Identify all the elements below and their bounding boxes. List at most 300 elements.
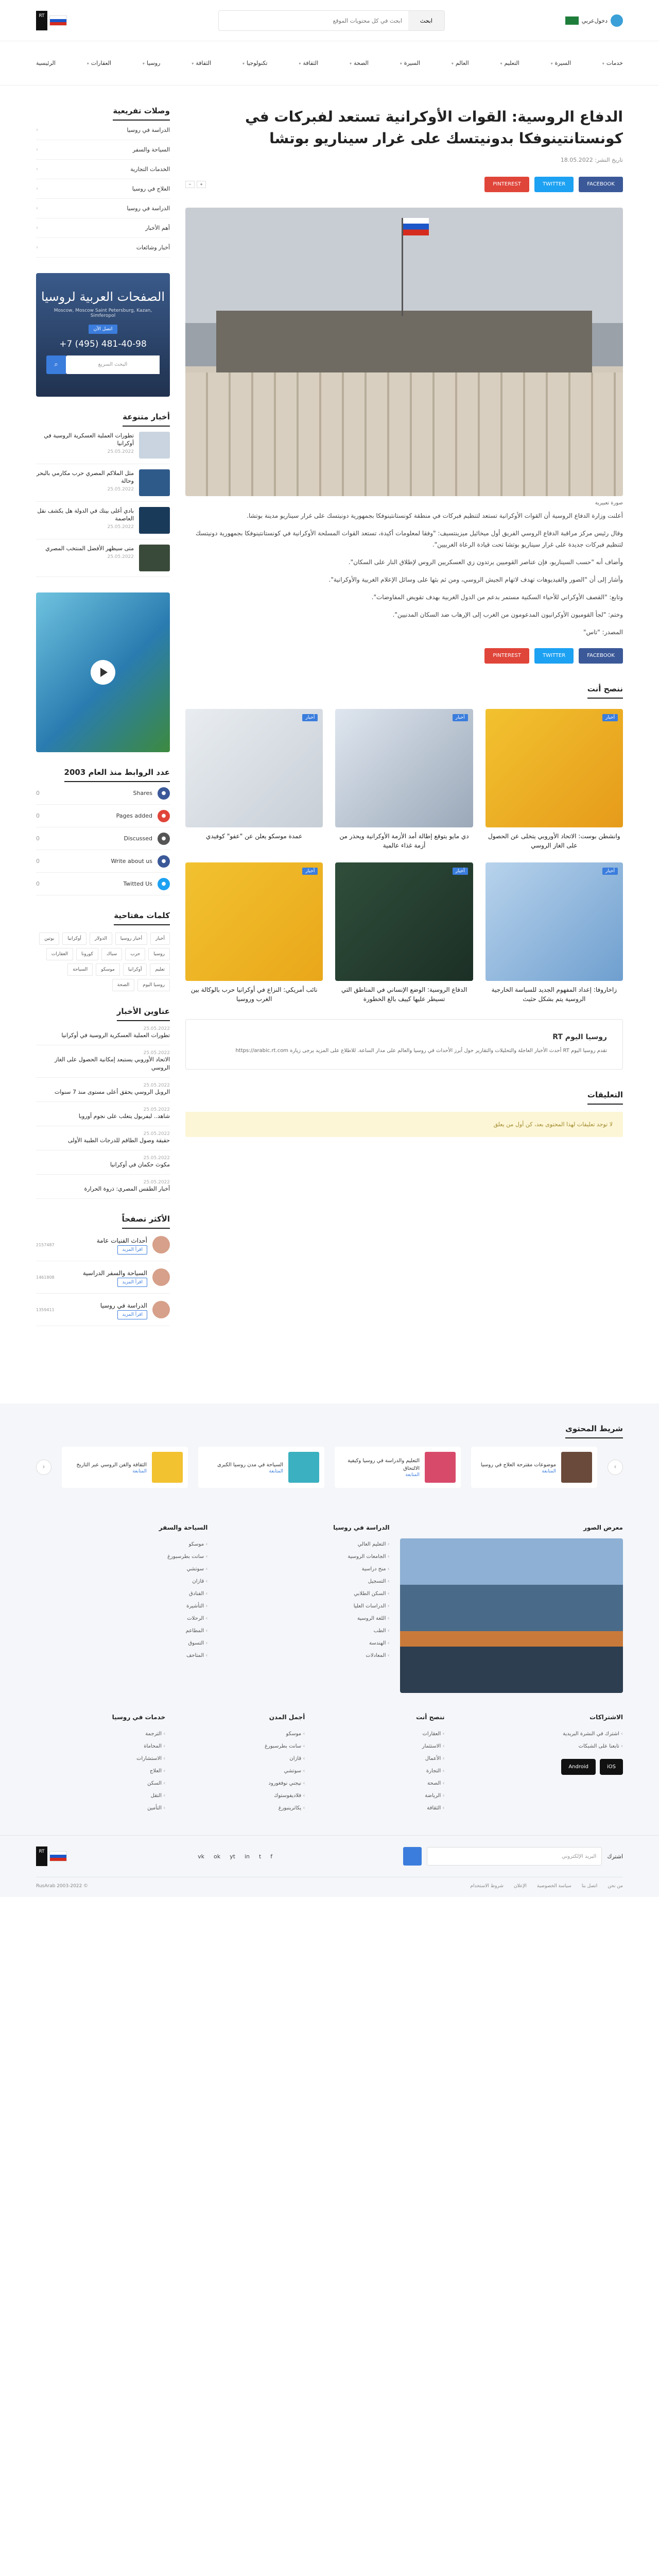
chevron-left-icon: ‹: [36, 245, 38, 250]
photo-gallery-title: معرض الصور: [583, 1524, 623, 1531]
footer-link[interactable]: › سوتشي: [176, 1765, 305, 1777]
nav-item[interactable]: [242, 60, 268, 66]
content-carousel: [0, 1403, 659, 1503]
nav-item-label: الثقافة: [303, 60, 319, 66]
read-more-title[interactable]: نائب أمريكي: النزاع في أوكرانيا حرب بالوكالة بين الغرب وروسيا: [190, 986, 318, 1003]
social-icon: ●: [158, 787, 170, 800]
footer-link[interactable]: › السكن الطلابي: [218, 1588, 389, 1600]
item-id: 1359411: [36, 1307, 55, 1312]
footer-link[interactable]: › النقل: [36, 1790, 165, 1802]
recent-date: 25.05.2022: [107, 487, 134, 492]
tag-chip[interactable]: كورونا: [76, 948, 98, 960]
footer-link[interactable]: › الاستشارات: [36, 1753, 165, 1765]
social-count: 0: [36, 880, 40, 887]
headline-date: 25.05.2022: [143, 1156, 170, 1161]
social-name: Pages added: [116, 812, 152, 819]
read-more-title: ننصح أنت: [587, 684, 623, 699]
recent-date: 25.05.2022: [107, 524, 134, 530]
tag-chip[interactable]: بوتين: [39, 933, 59, 945]
headline-item[interactable]: [36, 1045, 170, 1078]
recent-date: 25.05.2022: [107, 554, 134, 560]
quick-link-item[interactable]: [36, 199, 170, 218]
ios-app-button[interactable]: iOS: [600, 1759, 623, 1775]
source-text: تقدم روسيا اليوم RT أحدث الأخبار العاجلة والتحليلات والتقارير حول أبرز الأحداث في روسيا والعالم على مدار الساعة. للاطلاع على المزيد يرجى زيارة https://arabic.rt.com: [235, 1048, 607, 1054]
footer-col1-title: الدراسة في روسيا: [333, 1524, 390, 1531]
nav-item-label: روسيا: [146, 60, 161, 66]
nav-item-label: العقارات: [91, 60, 112, 66]
headline-item[interactable]: [36, 1150, 170, 1175]
social-icon: ●: [158, 810, 170, 822]
lang-label: عربي: [581, 17, 595, 24]
recent-item[interactable]: [36, 502, 170, 539]
site-logo[interactable]: [36, 11, 67, 30]
footer-link[interactable]: › الدراسات العليا: [218, 1600, 389, 1613]
read-more-card[interactable]: [335, 709, 473, 850]
recent-title[interactable]: مثل الملاكم المصري حرب مكارمي بالبحر وحالة: [36, 470, 134, 484]
read-more-title[interactable]: زاخاروفا: إعداد المفهوم الجديد للسياسة الخارجية الروسية يتم بشكل حثيث: [491, 986, 617, 1003]
category-tag[interactable]: أخبار: [302, 714, 318, 721]
carousel-card[interactable]: [198, 1447, 324, 1488]
chevron-down-icon: ▾: [349, 61, 352, 66]
article-title: الدفاع الروسية: القوات الأوكرانية تستعد لفبركات في كونستانتينوفكا بدونيتسك على غرار سيناريو بوتشا: [245, 108, 623, 147]
russia-flag-icon: [49, 1851, 67, 1861]
headline-title[interactable]: مكوث حكمان في أوكرانيا: [110, 1161, 170, 1168]
search-input[interactable]: [219, 11, 408, 30]
share-pinterest-button[interactable]: PINTEREST: [484, 648, 529, 664]
carousel-title[interactable]: التعليم والدراسة في روسيا وكيفية الالتحاق: [348, 1458, 420, 1471]
category-tag[interactable]: أخبار: [453, 714, 468, 721]
nav-item[interactable]: [350, 60, 369, 66]
font-increase-icon[interactable]: +: [197, 181, 206, 188]
recent-thumb[interactable]: [139, 545, 170, 571]
article-hero-image: [185, 208, 623, 496]
read-more-button[interactable]: اقرأ المزيد: [117, 1245, 147, 1255]
read-more-card[interactable]: [485, 862, 623, 1004]
comments-title: التعليقات: [587, 1090, 623, 1105]
footer-col5-title: أجمل المدن: [269, 1714, 305, 1721]
share-twitter-button[interactable]: TWITTER: [534, 177, 574, 192]
social-count: 0: [36, 790, 40, 796]
most-viewed-item[interactable]: [36, 1294, 170, 1326]
recent-title[interactable]: تطورات العملية العسكرية الروسية في أوكرانيا: [44, 432, 134, 447]
promo-search[interactable]: [46, 355, 160, 374]
footer-link[interactable]: › موسكو: [176, 1728, 305, 1740]
read-more-card[interactable]: [335, 862, 473, 1004]
footer-link[interactable]: › نيجني نوفغورود: [176, 1777, 305, 1790]
headline-title[interactable]: تطورات العملية العسكرية الروسية في أوكرانيا: [61, 1032, 170, 1039]
social-name: Discussed: [124, 835, 152, 842]
category-tag[interactable]: أخبار: [453, 868, 468, 875]
read-more-image[interactable]: [335, 709, 473, 827]
item-id: 2157487: [36, 1242, 55, 1247]
copyright: © 2003-2022 RusArab: [36, 1884, 89, 1889]
tag-chip[interactable]: أوكرانيا: [123, 963, 147, 976]
chevron-left-icon[interactable]: ‹: [36, 1460, 51, 1475]
footer-link[interactable]: › التسوق: [36, 1637, 207, 1650]
chevron-left-icon: ‹: [36, 225, 38, 231]
login-area[interactable]: [595, 14, 623, 27]
footer-col3-title: الاشتراكات: [589, 1714, 623, 1721]
tag-chip[interactable]: حرب: [125, 948, 145, 960]
footer-link[interactable]: › سانت بطرسبورغ: [36, 1551, 207, 1563]
share-pinterest-button[interactable]: PINTEREST: [484, 177, 529, 192]
social-count: 0: [36, 835, 40, 842]
site-footer: [0, 1503, 659, 1835]
footer-link[interactable]: › سوتشي: [36, 1563, 207, 1575]
read-more-image[interactable]: [185, 862, 323, 981]
most-viewed-item[interactable]: [36, 1229, 170, 1261]
quick-link-label: العلاج في روسيا: [132, 185, 170, 192]
tag-chip[interactable]: الصحة: [112, 979, 135, 991]
footer-col6-title: خدمات في روسيا: [112, 1714, 166, 1721]
headline-item[interactable]: [36, 1102, 170, 1126]
headline-date: 25.05.2022: [143, 1050, 170, 1056]
nav-item-label: تكنولوجيا: [246, 60, 268, 66]
quick-link-label: أخبار وشائعات: [136, 244, 170, 251]
headline-date: 25.05.2022: [143, 1131, 170, 1137]
article-paragraph: أعلنت وزارة الدفاع الروسية أن القوات الأوكرانية تستعد لتنظيم فبركات في منطقة كونستانتينوفكا بجمهورية دونيتسك على غرار سيناريو مدينة بوتشا.: [247, 512, 623, 519]
recent-item[interactable]: [36, 464, 170, 502]
subscribe-input[interactable]: البريد الإلكتروني: [427, 1847, 602, 1866]
footer-bottom-link[interactable]: سياسة الخصوصية: [536, 1884, 571, 1889]
footer-link[interactable]: › الترجمة: [36, 1728, 165, 1740]
headline-title[interactable]: حقيقة وصول الطاقم للدرجات الطبية الأولى: [67, 1137, 170, 1144]
headline-date: 25.05.2022: [143, 1026, 170, 1031]
footer-link[interactable]: › الاستثمار: [315, 1740, 444, 1753]
social-stat-item[interactable]: [36, 850, 170, 873]
quick-link-label: السياحة والسفر: [132, 146, 170, 153]
footer-link[interactable]: › الجامعات الروسية: [218, 1551, 389, 1563]
footer-link[interactable]: › موسكو: [36, 1538, 207, 1551]
article-date: تاريخ النشر: 18.05.2022: [560, 157, 623, 163]
nav-item[interactable]: [452, 60, 469, 66]
nav-item-label: خدمات: [606, 60, 623, 66]
tag-chip[interactable]: تعليم: [150, 963, 170, 976]
read-more-image[interactable]: [185, 709, 323, 827]
footer-link[interactable]: › التجارة: [315, 1765, 444, 1777]
promo-subtitle: Moscow, Moscow Saint Petersburg, Kazan, Simferopol: [54, 308, 152, 318]
chevron-down-icon: ▾: [86, 61, 89, 66]
footer-bottom-link[interactable]: اتصل بنا: [581, 1884, 598, 1889]
footer-link[interactable]: › المحاماة: [36, 1740, 165, 1753]
read-more-card[interactable]: [185, 709, 323, 850]
quick-link-item[interactable]: [36, 140, 170, 160]
lang-switch[interactable]: [565, 16, 595, 25]
carousel-card[interactable]: [471, 1447, 597, 1488]
nav-item-label: السيرة: [404, 60, 421, 66]
source-title: روسيا اليوم RT: [552, 1033, 607, 1041]
carousel-thumb[interactable]: [288, 1452, 319, 1483]
gallery-photo[interactable]: [400, 1538, 623, 1693]
footer-bottom-link[interactable]: الإعلان: [513, 1884, 527, 1889]
social-in-icon[interactable]: in: [244, 1853, 250, 1860]
play-icon[interactable]: [91, 660, 115, 685]
nav-item[interactable]: [400, 60, 420, 66]
recent-title[interactable]: بادي أغلى بيتك في الدولة هل يكشف نقل العاصمة: [37, 507, 134, 522]
article-paragraph: وختم: "لجأ القوميون الأوكرانيون المدعومون من الغرب إلى الإرهاب ضد السكان المدنيين".: [392, 611, 623, 618]
footer-link[interactable]: › العلاج: [36, 1765, 165, 1777]
recent-item[interactable]: [36, 427, 170, 464]
image-caption: صورة تعبيرية: [595, 500, 623, 506]
promo-banner[interactable]: [36, 273, 170, 397]
footer-bottom-link[interactable]: من نحن: [608, 1884, 623, 1889]
russia-flag-icon: [49, 15, 67, 26]
chevron-left-icon: ‹: [36, 166, 38, 172]
footer-link[interactable]: › قازان: [36, 1575, 207, 1588]
nav-item[interactable]: [87, 60, 111, 66]
quick-link-item[interactable]: [36, 160, 170, 179]
headlines-title: عناوين الأخبار: [117, 1007, 170, 1021]
carousel-card[interactable]: [62, 1447, 188, 1488]
chevron-left-icon: ‹: [36, 147, 38, 152]
footer-link[interactable]: › العقارات: [315, 1728, 444, 1740]
recent-thumb[interactable]: [139, 507, 170, 534]
carousel-thumb[interactable]: [152, 1452, 183, 1483]
read-more-image[interactable]: [485, 709, 623, 827]
headline-title[interactable]: أخبار الطقس المصري: ذروة الحرارة: [84, 1185, 170, 1192]
tag-chip[interactable]: سباك: [101, 948, 122, 960]
search-button[interactable]: ابحث: [408, 11, 444, 30]
social-stat-item[interactable]: [36, 827, 170, 850]
headline-title[interactable]: الروبل الروسي يحقق أعلى مستوى منذ 7 سنوات: [54, 1089, 170, 1095]
headline-date: 25.05.2022: [143, 1107, 170, 1112]
nav-item-label: السيرة: [554, 60, 571, 66]
tag-chip[interactable]: موسكو: [96, 963, 120, 976]
social-icon: ●: [158, 855, 170, 868]
tag-cloud: [36, 933, 170, 991]
footer-link[interactable]: › الهندسة: [218, 1637, 389, 1650]
source-box: [185, 1019, 623, 1070]
read-more-card[interactable]: [485, 709, 623, 850]
nav-item[interactable]: [192, 60, 211, 66]
share-bar-bottom: [185, 648, 623, 664]
nav-item[interactable]: [299, 60, 318, 66]
footer-link[interactable]: › الصحة: [315, 1777, 444, 1790]
read-more-button[interactable]: اقرأ المزيد: [117, 1278, 147, 1287]
chevron-down-icon: ▾: [242, 61, 245, 66]
promo-title: الصفحات العربية لروسيا: [41, 290, 165, 304]
login-link[interactable]: دخول: [594, 17, 608, 24]
footer-link[interactable]: › اللغة الروسية: [218, 1613, 389, 1625]
chevron-left-icon: ‹: [36, 186, 38, 192]
chevron-down-icon: ▾: [602, 61, 604, 66]
subscribe-button[interactable]: [403, 1847, 422, 1866]
comments-notice: لا توجد تعليقات لهذا المحتوى بعد، كن أول من يعلق: [185, 1112, 623, 1137]
tag-chip[interactable]: الدولار: [90, 933, 112, 945]
font-size-controls: [185, 181, 206, 188]
article-paragraph: وأشار إلى أن "الصور والفيديوهات تهدف لاتهام الجيش الروسي، ومن ثم بثها على وسائل الإعلام الغربية والأوكرانية".: [328, 576, 623, 583]
subscribe-label: اشترك: [607, 1853, 623, 1860]
social-yt-icon[interactable]: yt: [230, 1853, 235, 1860]
article-paragraph: وأضاف أنه "حسب السيناريو، فإن عناصر القوميين يرتدون زي العسكريين الروس لإطلاق النار على السكان".: [348, 558, 623, 566]
tag-chip[interactable]: روسيا: [148, 948, 170, 960]
headline-date: 25.05.2022: [143, 1180, 170, 1185]
footer-link[interactable]: › الفنادق: [36, 1588, 207, 1600]
footer-link[interactable]: › التعليم العالي: [218, 1538, 389, 1551]
chevron-left-icon: ‹: [36, 127, 38, 133]
social-vk-icon[interactable]: vk: [198, 1853, 204, 1860]
footer-link[interactable]: › الرحلات: [36, 1613, 207, 1625]
nav-item-label: الرئيسية: [36, 60, 56, 66]
category-tag[interactable]: أخبار: [602, 868, 618, 875]
footer-link[interactable]: › الرياضة: [315, 1790, 444, 1802]
social-stat-item[interactable]: [36, 805, 170, 827]
most-viewed-name[interactable]: الدراسة في روسيا: [100, 1302, 147, 1309]
android-app-button[interactable]: Android: [561, 1759, 596, 1775]
footer-link[interactable]: › سانت بطرسبورغ: [176, 1740, 305, 1753]
tag-chip[interactable]: أخبار: [150, 933, 170, 945]
search-bar: [218, 10, 445, 31]
nav-item[interactable]: [500, 60, 519, 66]
carousel-note: المتابعة: [405, 1472, 420, 1478]
category-tag[interactable]: أخبار: [602, 714, 618, 721]
subscribe-form: [403, 1847, 623, 1866]
carousel-title[interactable]: موضوعات مقترحة العلاج في روسيا: [480, 1462, 556, 1468]
carousel-note: المتابعة: [269, 1468, 283, 1474]
recent-item[interactable]: [36, 539, 170, 577]
chevron-left-icon: ‹: [36, 206, 38, 211]
article-paragraph: وتابع: "القصف الأوكراني للأحياء السكنية مستمر بدعم من الدول الغربية بهدف تقويض المفاوضات".: [371, 594, 623, 601]
share-facebook-button[interactable]: FACEBOOK: [579, 177, 623, 192]
nav-item[interactable]: [36, 60, 56, 66]
recent-thumb[interactable]: [139, 469, 170, 496]
quick-link-item[interactable]: [36, 121, 170, 140]
footer-bottom-link[interactable]: شروط الاستخدام: [470, 1884, 504, 1889]
footer-link[interactable]: › الأعمال: [315, 1753, 444, 1765]
carousel-thumb[interactable]: [561, 1452, 592, 1483]
headline-item[interactable]: [36, 1126, 170, 1150]
recent-thumb[interactable]: [139, 432, 170, 459]
footer-col4-title: ننصح أنت: [416, 1714, 445, 1721]
category-tag[interactable]: أخبار: [302, 868, 318, 875]
nav-item[interactable]: [602, 60, 623, 66]
headline-item[interactable]: [36, 1021, 170, 1045]
quick-link-item[interactable]: [36, 218, 170, 238]
headline-item[interactable]: [36, 1078, 170, 1102]
social-name: Write about us: [111, 858, 152, 865]
recent-list: [36, 427, 170, 577]
carousel-title[interactable]: السياحة في مدن روسيا الكبرى: [217, 1462, 283, 1468]
site-header: [0, 0, 659, 41]
read-more-button[interactable]: اقرأ المزيد: [117, 1310, 147, 1319]
quick-links-title: وصلات تفريعية: [113, 106, 170, 121]
tag-chip[interactable]: العقارات: [46, 948, 73, 960]
footer-link[interactable]: › التأمين: [36, 1802, 165, 1815]
tag-chip[interactable]: روسيا اليوم: [137, 979, 170, 991]
read-more-title[interactable]: الدفاع الروسية: الوضع الإنساني في المناطق التي تسيطر عليها كييف بالغ الخطورة: [341, 986, 467, 1003]
nav-item[interactable]: [143, 60, 161, 66]
footer-link[interactable]: › الطب: [218, 1625, 389, 1637]
footer-link[interactable]: › تابعنا على الشبكات: [455, 1740, 623, 1753]
chevron-down-icon: ▾: [500, 61, 502, 66]
promo-input[interactable]: البحث السريع: [66, 355, 160, 374]
video-block[interactable]: [36, 592, 170, 752]
footer-link[interactable]: › المعادلات: [218, 1650, 389, 1662]
headline-title[interactable]: شاهد.. ليفربول يتغلب على نجوم أوروبا: [78, 1113, 170, 1120]
footer-social-links: [198, 1853, 272, 1860]
footer-link[interactable]: › يكاترينبورغ: [176, 1802, 305, 1815]
recent-title: أخبار متنوعة: [123, 412, 170, 427]
social-stat-item[interactable]: [36, 782, 170, 805]
read-more-title[interactable]: دي مايو يتوقع إطالة أمد الأزمة الأوكرانية ويحذر من أزمة غذاء عالمية: [339, 833, 469, 849]
footer-link[interactable]: › التسجيل: [218, 1575, 389, 1588]
footer-logo[interactable]: [36, 1846, 67, 1866]
social-stats-list: [36, 782, 170, 895]
sidebar: [36, 106, 170, 1342]
avatar: [152, 1236, 170, 1253]
footer-link[interactable]: › اشترك في النشرة البريدية: [455, 1728, 623, 1740]
footer-link[interactable]: › المطاعم: [36, 1625, 207, 1637]
social-title: عدد الروابط منذ العام 2003: [64, 768, 170, 782]
share-twitter-button[interactable]: TWITTER: [534, 648, 574, 664]
promo-cta-button[interactable]: اتصل الآن: [89, 325, 118, 334]
quick-link-item[interactable]: [36, 238, 170, 258]
headlines-list: [36, 1021, 170, 1199]
quick-link-label: الخدمات التجارية: [130, 166, 170, 173]
recent-title[interactable]: متى سيظهر الأفضل المنتخب المصري: [45, 545, 134, 552]
chevron-down-icon: ▾: [400, 61, 402, 66]
quick-link-item[interactable]: [36, 179, 170, 199]
chevron-down-icon: ▾: [142, 61, 145, 66]
read-more-image[interactable]: [335, 862, 473, 981]
read-more-title[interactable]: عمدة موسكو يعلن عن "عفو" كوفيدي: [206, 833, 303, 840]
social-f-icon[interactable]: f: [270, 1853, 273, 1860]
carousel-title[interactable]: الثقافة والفن الروسي عبر التاريخ: [76, 1462, 147, 1468]
tag-chip[interactable]: السياحة: [67, 963, 93, 976]
footer-link[interactable]: › المتاحف: [36, 1650, 207, 1662]
headline-title[interactable]: الاتحاد الأوروبي يستبعد إمكانية الحصول على الغاز الروسي: [55, 1056, 170, 1071]
footer-link[interactable]: › منح دراسية: [218, 1563, 389, 1575]
chevron-down-icon: ▾: [550, 61, 553, 66]
read-more-card[interactable]: [185, 862, 323, 1004]
article-area: [185, 106, 623, 1342]
carousel-thumb[interactable]: [425, 1452, 456, 1483]
footer-link[interactable]: › التأشيرة: [36, 1600, 207, 1613]
headline-item[interactable]: [36, 1175, 170, 1199]
nav-item[interactable]: [551, 60, 571, 66]
tag-chip[interactable]: أوكرانيا: [62, 933, 86, 945]
share-facebook-button[interactable]: FACEBOOK: [579, 648, 623, 664]
font-decrease-icon[interactable]: −: [185, 181, 195, 188]
carousel-note: المتابعة: [132, 1468, 147, 1474]
read-more-title[interactable]: وانشطن بوست: الاتحاد الأوروبي يتخلى عن الحصول على الغاز الروسي: [488, 833, 620, 849]
quick-link-label: الدراسة في روسيا: [127, 127, 170, 133]
search-icon[interactable]: ⌕: [46, 355, 66, 374]
most-viewed-name[interactable]: أحداث الفنيات عامة: [96, 1237, 147, 1244]
social-name: Twitted Us: [123, 880, 152, 887]
carousel-card[interactable]: [335, 1447, 461, 1488]
footer-link[interactable]: › الثقافة: [315, 1802, 444, 1815]
tags-title: كلمات مفتاحية: [114, 911, 170, 925]
item-id: 1461808: [36, 1275, 55, 1280]
tag-chip[interactable]: أخبار روسيا: [115, 933, 147, 945]
most-viewed-item[interactable]: [36, 1261, 170, 1294]
social-t-icon[interactable]: t: [258, 1853, 262, 1860]
most-viewed-list: [36, 1229, 170, 1326]
footer-link[interactable]: › قازان: [176, 1753, 305, 1765]
social-ok-icon[interactable]: ok: [214, 1853, 221, 1860]
footer-link[interactable]: › السكن: [36, 1777, 165, 1790]
chevron-right-icon[interactable]: ›: [608, 1460, 623, 1475]
user-icon: [611, 14, 623, 27]
bottom-bar: [0, 1835, 659, 1897]
social-stat-item[interactable]: [36, 873, 170, 895]
quick-link-label: أهم الأخبار: [145, 225, 170, 231]
chevron-down-icon: ▾: [192, 61, 194, 66]
most-viewed-name[interactable]: السياحة والسفر الدراسية: [82, 1269, 147, 1277]
read-more-image[interactable]: [485, 862, 623, 981]
footer-link[interactable]: › فلاديفوستوك: [176, 1790, 305, 1802]
